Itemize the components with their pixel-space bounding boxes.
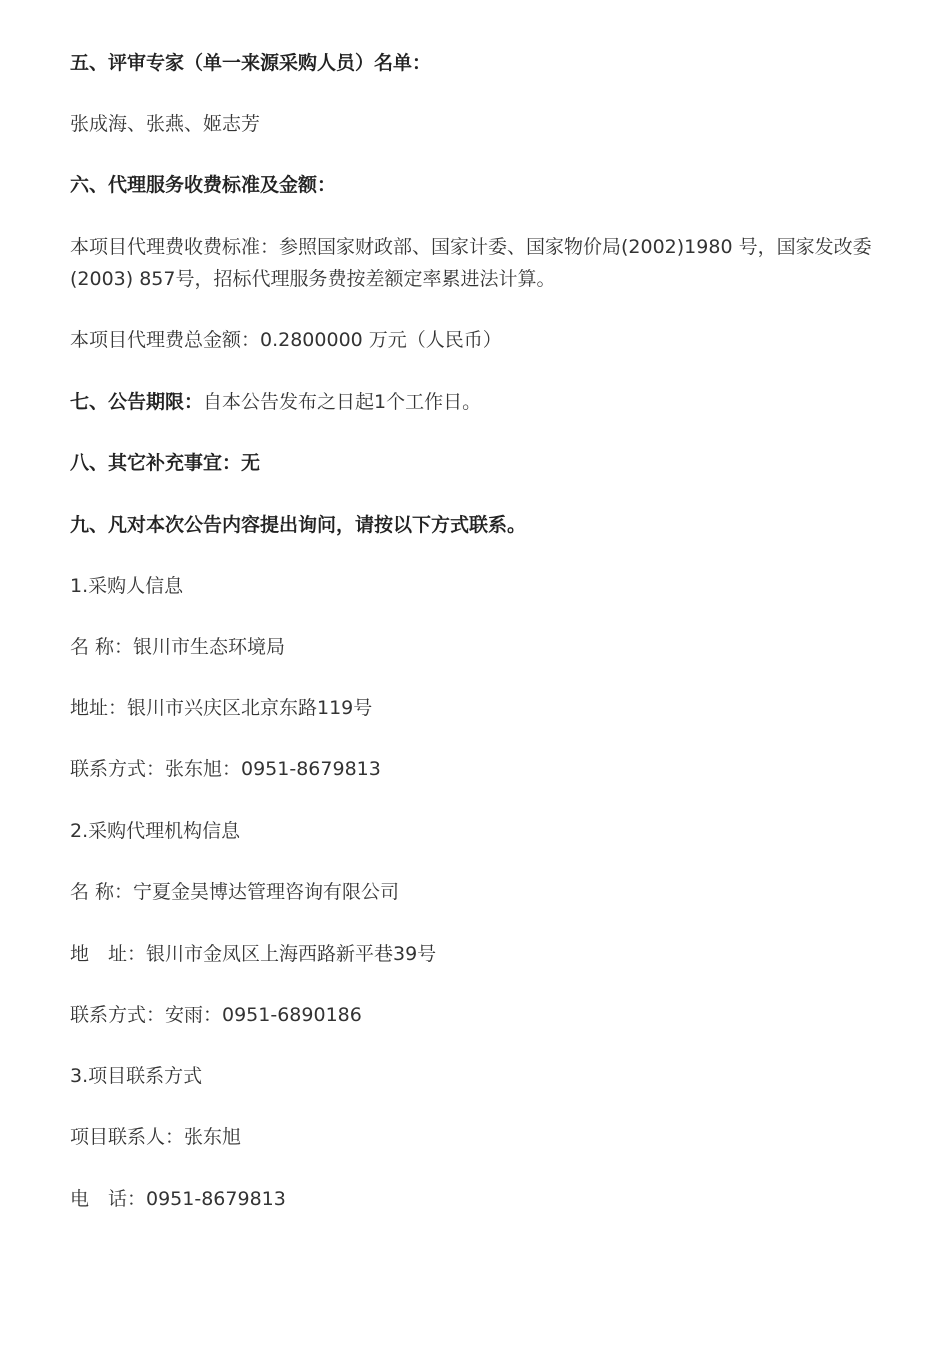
project-contact-title: 3.项目联系方式 bbox=[70, 1065, 203, 1087]
section-5-heading: 五、评审专家（单一来源采购人员）名单： bbox=[70, 52, 432, 74]
section-7-heading: 七、公告期限： bbox=[70, 391, 204, 413]
fee-amount: 本项目代理费总金额：0.2800000 万元（人民币） bbox=[70, 329, 502, 351]
project-contact-phone: 电 话：0951-8679813 bbox=[70, 1188, 286, 1210]
agency-title: 2.采购代理机构信息 bbox=[70, 820, 241, 842]
purchaser-contact: 联系方式：张东旭：0951-8679813 bbox=[70, 758, 381, 780]
section-6-heading: 六、代理服务收费标准及金额： bbox=[70, 174, 337, 196]
purchaser-address: 地址：银川市兴庆区北京东路119号 bbox=[70, 697, 373, 719]
section-8-heading: 八、其它补充事宜：无 bbox=[70, 452, 261, 474]
purchaser-name: 名 称：银川市生态环境局 bbox=[70, 636, 286, 658]
purchaser-title: 1.采购人信息 bbox=[70, 575, 184, 597]
agency-address: 地 址：银川市金凤区上海西路新平巷39号 bbox=[70, 943, 437, 965]
section-9-heading: 九、凡对本次公告内容提出询问，请按以下方式联系。 bbox=[70, 514, 527, 536]
section-7-text: 自本公告发布之日起1个工作日。 bbox=[203, 391, 482, 413]
agency-name: 名 称：宁夏金昊博达管理咨询有限公司 bbox=[70, 881, 400, 903]
expert-list: 张成海、张燕、姬志芳 bbox=[70, 113, 261, 135]
section-7 bbox=[70, 386, 885, 418]
project-contact-person: 项目联系人：张东旭 bbox=[70, 1126, 242, 1148]
agency-contact: 联系方式：安雨：0951-6890186 bbox=[70, 1004, 362, 1026]
fee-standard: 本项目代理费收费标准：参照国家财政部、国家计委、国家物价局(2002)1980 号，国家发改委(2003) 857号，招标代理服务费按差额定率累进法计算。 bbox=[70, 236, 872, 290]
